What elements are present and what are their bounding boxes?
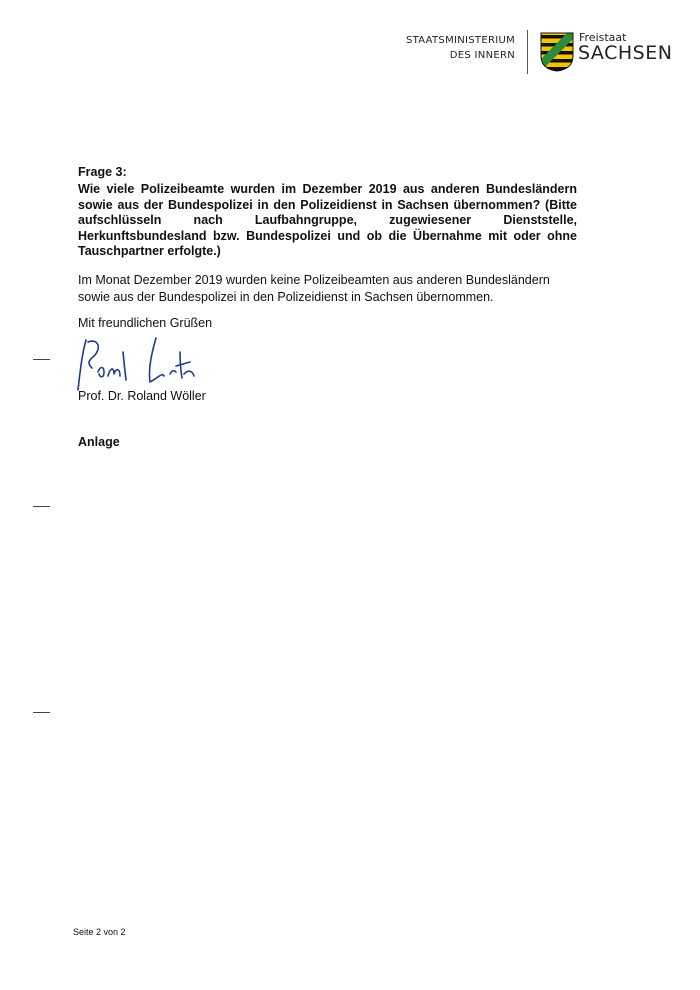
question-text: Wie viele Polizeibeamte wurden im Dezember 2019 aus anderen Bundesländern sowie aus der Bundespolizei in den Polizeidienst in Sachsen übernommen? (Bitte aufschlüsseln nach Laufbahngruppe, zugewiesener Dienststelle, Herkunftsbundesland bzw. Bundespolizei und ob die Übernahme mit oder ohne Tauschpartner erfolgte.) [78, 182, 577, 258]
answer-text [78, 272, 588, 305]
state-label-large: SACHSEN [578, 42, 673, 64]
fold-mark-middle [33, 506, 50, 507]
page-number: Seite 2 von 2 [73, 927, 126, 937]
handwritten-signature [68, 332, 208, 396]
ministry-line-2: DES INNERN [449, 50, 515, 61]
state-label-small: Freistaat [579, 31, 627, 44]
answer-line-1: Im Monat Dezember 2019 wurden keine Polizeibeamten aus anderen Bundesländern [78, 273, 550, 287]
closing-greeting: Mit freundlichen Grüßen [78, 316, 213, 330]
signer-name: Prof. Dr. Roland Wöller [78, 389, 206, 403]
ministry-line-1: STAATSMINISTERIUM [405, 35, 515, 46]
saxony-coat-of-arms-icon [540, 32, 574, 72]
question-title: Frage 3: [78, 165, 127, 179]
answer-line-2: sowie aus der Bundespolizei in den Polizeidienst in Sachsen übernommen. [78, 289, 494, 304]
fold-mark-bottom [33, 712, 50, 713]
attachment-label: Anlage [78, 435, 120, 449]
letterhead-divider [527, 30, 528, 74]
ministry-name [406, 33, 515, 63]
fold-mark-top [33, 359, 50, 360]
